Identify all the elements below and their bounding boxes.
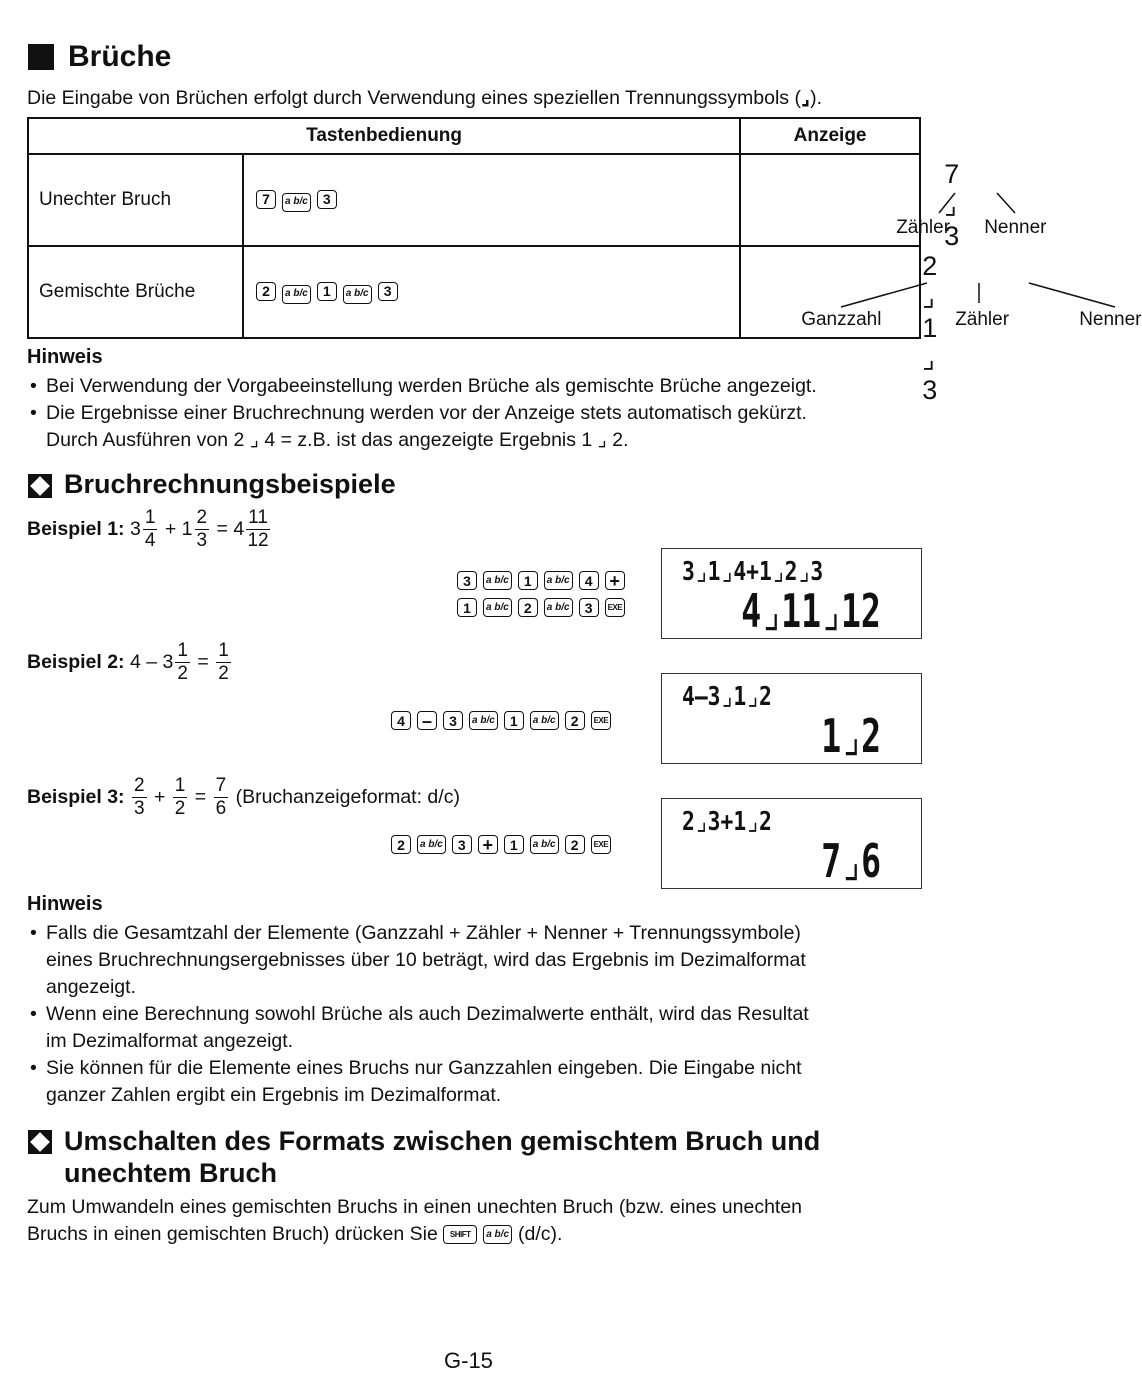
display-cell — [740, 246, 1142, 405]
note-heading: Hinweis — [27, 893, 103, 915]
key-sequence — [243, 246, 740, 338]
example-1-formula: Beispiel 1: 3 $\frac{1}{4}$ + 1 $\frac{2}{3}$ = 4 $\frac{11}{12}$ — [27, 507, 269, 551]
key-1: 1 — [504, 711, 524, 730]
lcd-result: 1⌟2 — [821, 709, 881, 763]
key-4: 4 — [391, 711, 411, 730]
fraction: $\frac{7}{6}$ — [215, 775, 227, 819]
fraction: $\frac{2}{3}$ — [133, 775, 145, 819]
lcd-display-3 — [661, 798, 922, 889]
key-2: 2 — [256, 282, 276, 301]
key-1: 1 — [518, 571, 538, 590]
key-2: 2 — [565, 711, 585, 730]
note-heading: Hinweis — [27, 346, 103, 368]
pointer-lines — [831, 281, 1131, 309]
example-2-keys — [391, 711, 617, 730]
label-ganzzahl: Ganzzahl — [801, 309, 882, 330]
key-1: 1 — [457, 598, 477, 617]
key-3: 3 — [443, 711, 463, 730]
title-text: Brüche — [68, 40, 172, 73]
note-item-cont: eines Bruchrechnungsergebnisses über 10 beträgt, wird das Ergebnis im Dezimalformat — [46, 949, 806, 971]
key-3: 3 — [579, 598, 599, 617]
diamond-icon — [28, 474, 52, 498]
note-item-cont: ganzer Zahlen ergibt ein Ergebnis im Dezimalformat. — [46, 1084, 502, 1106]
table-header-display: Anzeige — [740, 118, 920, 154]
key-1: 1 — [504, 835, 524, 854]
note-item-cont: angezeigt. — [46, 976, 136, 998]
table-row — [28, 154, 920, 246]
section-heading-format: Umschalten des Formats zwischen gemischtem Bruch und unechtem Bruch — [28, 1125, 820, 1189]
key-2: 2 — [391, 835, 411, 854]
key-fraction: a b/c — [530, 711, 559, 730]
note-item-cont: Durch Ausführen von 2 ⌟ 4 = z.B. ist das angezeigte Ergebnis 1 ⌟ 2. — [46, 429, 629, 451]
key-sequence — [243, 154, 740, 246]
key-exe: EXE — [591, 835, 612, 854]
display-cell — [740, 154, 1047, 251]
note-item: • Bei Verwendung der Vorgabeeinstellung werden Brüche als gemischte Brüche angezeigt. — [27, 373, 927, 400]
row-label: Gemischte Brüche — [28, 246, 243, 338]
key-2: 2 — [518, 598, 538, 617]
lcd-display-2 — [661, 673, 922, 764]
lcd-result: 7⌟6 — [821, 834, 881, 888]
key-3: 3 — [457, 571, 477, 590]
key-fraction: a b/c — [544, 598, 573, 617]
fraction: $\frac{2}{3}$ — [196, 507, 208, 551]
lcd-input: 2⌟3+1⌟2 — [682, 807, 772, 837]
note-item: • Sie können für die Elemente eines Bruchs nur Ganzzahlen eingeben. Die Eingabe nicht — [27, 1055, 927, 1082]
example-label: Beispiel 2: — [27, 651, 125, 673]
key-2: 2 — [565, 835, 585, 854]
key-fraction: a b/c — [530, 835, 559, 854]
display-value: 2 ⌟ 1 ⌟ 3 — [922, 251, 938, 405]
example-1-keys-row1 — [457, 571, 631, 590]
key-exe: EXE — [605, 598, 626, 617]
key-fraction: a b/c — [343, 285, 372, 304]
fraction: $\frac{1}{2}$ — [177, 640, 188, 684]
label-zaehler: Zähler — [955, 309, 1010, 330]
key-fraction: a b/c — [417, 835, 446, 854]
page-number: G-15 — [444, 1348, 493, 1373]
label-nenner: Nenner — [1079, 309, 1142, 330]
key-plus: + — [478, 835, 498, 854]
note-list — [27, 920, 927, 1109]
lcd-input: 3⌟1⌟4+1⌟2⌟3 — [682, 557, 824, 587]
table-row — [28, 246, 920, 338]
note-item: • Wenn eine Berechnung sowohl Brüche als auch Dezimalwerte enthält, wird das Resultat — [27, 1001, 927, 1028]
key-4: 4 — [579, 571, 599, 590]
format-note: (Bruchanzeigeformat: d/c) — [235, 786, 460, 808]
key-1: 1 — [317, 282, 337, 301]
section-heading-examples: Bruchrechnungsbeispiele — [28, 469, 396, 500]
key-shift: SHIFT — [443, 1225, 477, 1244]
table-header-keys: Tastenbedienung — [28, 118, 740, 154]
fraction: $\frac{1}{2}$ — [218, 640, 229, 684]
example-1-keys-row2 — [457, 598, 631, 617]
example-label: Beispiel 3: — [27, 786, 125, 808]
example-2-formula: Beispiel 2: 4 – 3 $\frac{1}{2}$ = $\frac{1}{2}$ — [27, 640, 229, 684]
lcd-input: 4–3⌟1⌟2 — [682, 682, 772, 712]
pointer-lines — [931, 191, 1031, 215]
page-title — [28, 40, 171, 74]
key-fraction: a b/c — [483, 598, 512, 617]
key-minus: – — [417, 711, 437, 730]
note-item: • Die Ergebnisse einer Bruchrechnung werden vor der Anzeige stets automatisch gekürzt. — [27, 400, 927, 427]
example-3-keys — [391, 835, 617, 854]
row-label: Unechter Bruch — [28, 154, 243, 246]
key-3: 3 — [378, 282, 398, 301]
fraction: $\frac{1}{4}$ — [144, 507, 156, 551]
intro-text: Die Eingabe von Brüchen erfolgt durch Verwendung eines speziellen Trennungssymbols (⌟). — [27, 87, 823, 109]
key-3: 3 — [317, 190, 337, 209]
key-fraction: a b/c — [469, 711, 498, 730]
note-item: • Falls die Gesamtzahl der Elemente (Ganzzahl + Zähler + Nenner + Trennungssymbole) — [27, 920, 927, 947]
fraction: $\frac{11}{12}$ — [247, 507, 269, 551]
separator-symbol: ⌟ — [800, 87, 811, 109]
label-zaehler: Zähler — [896, 217, 951, 238]
note-item-cont: im Dezimalformat angezeigt. — [46, 1030, 294, 1052]
lcd-result: 4⌟11⌟12 — [741, 584, 881, 638]
key-7: 7 — [256, 190, 276, 209]
lcd-display-1 — [661, 548, 922, 639]
key-3: 3 — [452, 835, 472, 854]
key-fraction: a b/c — [282, 193, 311, 212]
square-icon — [28, 44, 54, 70]
key-fraction: a b/c — [483, 1225, 512, 1244]
example-label: Beispiel 1: — [27, 518, 125, 540]
note-list — [27, 373, 927, 454]
label-nenner: Nenner — [984, 217, 1047, 238]
key-fraction: a b/c — [544, 571, 573, 590]
key-fraction: a b/c — [282, 285, 311, 304]
fraction: $\frac{1}{2}$ — [174, 775, 186, 819]
diamond-icon — [28, 1130, 52, 1154]
key-fraction: a b/c — [483, 571, 512, 590]
key-exe: EXE — [591, 711, 612, 730]
display-value: 7 ⌟ 3 — [944, 159, 960, 251]
key-plus: + — [605, 571, 625, 590]
example-3-formula: Beispiel 3: $\frac{2}{3}$ + $\frac{1}{2}$ = $\frac{7}{6}$ (Bruchanzeigeformat: d/c) — [27, 775, 460, 819]
format-paragraph: Zum Umwandeln eines gemischten Bruchs in einen unechten Bruch (bzw. eines unechten Bruchs in einen gemischten Bruch) drücken Sie SHIFT a b/c (d/c). — [27, 1196, 803, 1245]
